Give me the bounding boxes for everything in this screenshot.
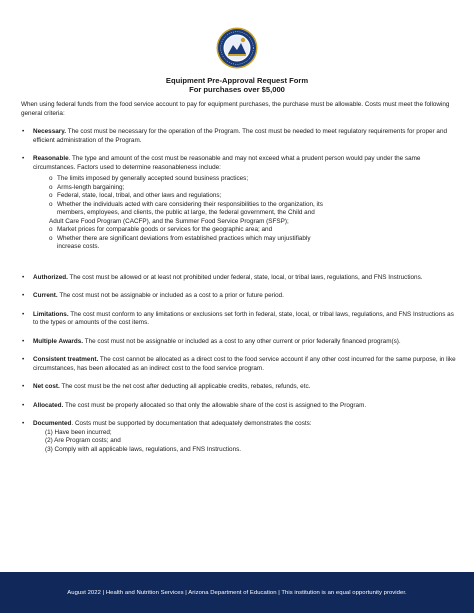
factor-item-continued: increase costs.	[57, 243, 100, 250]
documentation-requirements	[45, 429, 457, 455]
bullet-icon: •	[22, 420, 25, 427]
footer-text: August 2022 | Health and Nutrition Services | Arizona Department of Education | This institution is an equal opportunity provider.	[67, 589, 407, 596]
criterion-net-cost: • Net cost. The cost must be the net cost after deducting all applicable credits, rebates, refunds, etc.	[22, 383, 311, 390]
bullet-icon: •	[22, 401, 25, 409]
criterion-necessary: • Necessary. The cost must be necessary for the operation of the Program. The cost must be needed to meet regulatory requirements for proper and efficient administration of the Program.	[22, 128, 447, 144]
criterion-documented: • Documented. Costs must be supported by documentation that adequately demonstrates the costs:	[22, 420, 312, 427]
documentation-item: (3) Comply with all applicable laws, regulations, and FNS Instructions.	[45, 445, 242, 453]
criterion-allocated: • Allocated. The cost must be properly allocated so that only the allowable share of the cost is assigned to the Program.	[22, 401, 367, 409]
factor-item: o Whether the individuals acted with care considering their responsibilities to the organization, its	[49, 200, 323, 208]
bullet-icon: •	[22, 292, 25, 299]
bullet-icon: •	[22, 356, 25, 363]
bullet-icon: •	[22, 273, 25, 281]
criterion-reasonable: • Reasonable. The type and amount of the cost must be reasonable and may not exceed what a prudent person would pay under the same circumstances. Factors used to determine reasonableness include:	[22, 155, 421, 171]
bullet-icon: •	[22, 128, 25, 135]
footer-bar	[0, 572, 474, 613]
document-body	[21, 101, 457, 454]
factor-item-continued: Adult Care Food Program (CACFP), and the Summer Food Service Program (SFSP);	[49, 217, 289, 225]
criterion-current: • Current. The cost must not be assignable or included as a cost to a prior or future period.	[22, 292, 284, 299]
factor-item: o Federal, state, local, tribal, and other laws and regulations;	[49, 192, 222, 199]
factor-item: o The limits imposed by generally accepted sound business practices;	[49, 175, 249, 182]
criterion-multiple-awards: • Multiple Awards. The cost must not be assignable or included as a cost to any other current or prior federally financed program(s).	[22, 337, 401, 345]
bullet-icon: •	[22, 155, 25, 162]
criterion-limitations: • Limitations. The cost must conform to any limitations or exclusions set forth in federal, state, local, or tribal laws, regulations, and FNS Instructions as to the types or amounts of the cost items.	[22, 310, 454, 326]
bullet-icon: •	[22, 310, 25, 318]
documentation-item: (1) Have been incurred;	[45, 428, 112, 436]
factor-item: o Arms-length bargaining;	[49, 183, 125, 191]
form-title: Equipment Pre-Approval Request Form	[165, 76, 309, 85]
bullet-icon: •	[22, 337, 25, 345]
form-subtitle: For purchases over $5,000	[189, 85, 285, 94]
factor-item-continued: members, employees, and clients, the public at large, the federal government, the Child and	[57, 209, 315, 216]
criterion-consistent-treatment: • Consistent treatment. The cost cannot be allocated as a direct cost to the food service account if any other cost incurred for the same purpose, in like circumstances, has been allocated as an indirect cost to the food service program.	[22, 356, 456, 372]
intro-paragraph: When using federal funds from the food service account to pay for equipment purchases, the purchase must be allowable. Costs must meet the following general criteria:	[21, 101, 450, 117]
arizona-department-of-education-seal	[216, 27, 258, 69]
reasonableness-factors	[49, 175, 457, 252]
factor-item: o Whether there are significant deviations from established practices which may unjustifiably	[49, 234, 311, 242]
criterion-authorized: • Authorized. The cost must be allowed or at least not prohibited under federal, state, local, or tribal laws, regulations, and FNS Instructions.	[22, 273, 423, 281]
factor-item: o Market prices for comparable goods or services for the geographic area; and	[49, 226, 273, 233]
bullet-icon: •	[22, 383, 25, 390]
documentation-item: (2) Are Program costs; and	[45, 437, 121, 444]
